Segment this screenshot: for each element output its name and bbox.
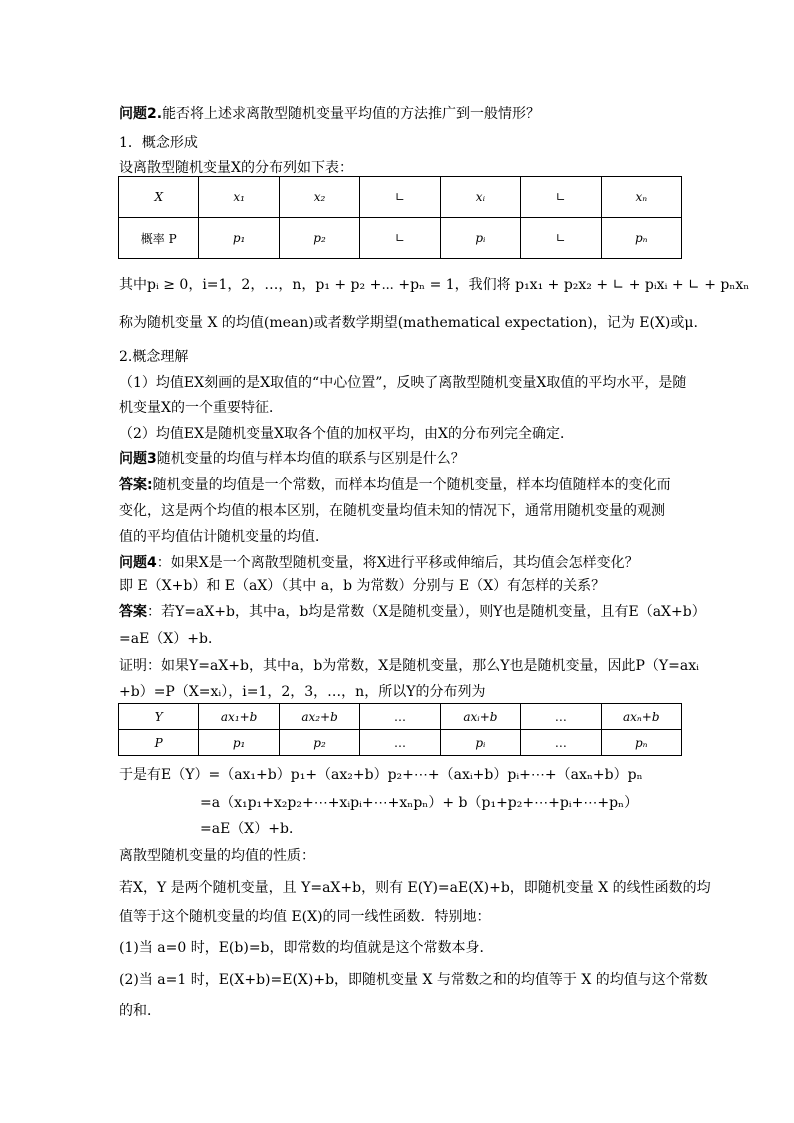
- question-4-line-2: 即 E（X+b）和 E（aX）（其中 a，b 为常数）分别与 E（X）有怎样的关系？: [119, 578, 606, 594]
- table-cell: ax₂+b: [279, 704, 359, 730]
- answer-3-label: 答案:: [119, 477, 153, 493]
- derivation-line-2: =a（x₁p₁+x₂p₂+⋯+xᵢpᵢ+⋯+xₙpₙ）+ b（p₁+p₂+⋯+pᵢ+⋯+pₙ）: [200, 795, 639, 811]
- section-1-intro: 设离散型随机变量X的分布列如下表：: [119, 160, 353, 176]
- answer-4-line-2: =aE（X）+b．: [119, 631, 222, 647]
- answer-3-text: 随机变量的均值是一个常数，而样本均值是一个随机变量，样本均值随样本的变化而: [152, 477, 671, 493]
- table-cell: ∟: [360, 177, 440, 218]
- proof-line-1: 证明：如果Y=aX+b，其中a，b为常数，X是随机变量，那么Y也是随机变量，因此P（Y=axᵢ: [119, 658, 699, 674]
- table-cell: …: [521, 730, 601, 756]
- table-row: [119, 218, 682, 259]
- table-cell: p₂: [279, 218, 359, 259]
- question-3-text: 随机变量的均值与样本均值的联系与区别是什么？: [156, 451, 465, 467]
- question-3: [119, 448, 465, 468]
- question-2-label: 问题2.: [119, 106, 163, 122]
- table-cell: ∟: [521, 177, 601, 218]
- distribution-table-y: [118, 703, 682, 756]
- proof-line-2: +b）=P（X=xᵢ），i=1，2，3，…，n，所以Y的分布列为: [119, 684, 486, 700]
- property-line-1: 若X，Y 是两个随机变量，且 Y=aX+b，则有 E(Y)=aE(X)+b，即随机变量 X 的线性函数的均: [119, 880, 711, 896]
- table-cell: ax₁+b: [199, 704, 279, 730]
- understanding-1-line-1: （1）均值EX刻画的是X取值的“中心位置”，反映了离散型随机变量X取值的平均水平，是随: [119, 375, 687, 391]
- property-case-1: (1)当 a=0 时，E(b)=b，即常数的均值就是这个常数本身．: [119, 940, 494, 956]
- table-cell: x₁: [199, 177, 279, 218]
- question-2: [119, 103, 540, 123]
- property-title: 离散型随机变量的均值的性质：: [119, 848, 315, 864]
- table-cell: p₁: [199, 730, 279, 756]
- table-cell: pₙ: [601, 218, 681, 259]
- condition-line: 其中pᵢ ≥ 0，i=1，2，…，n，p₁ + p₂ +⋯ +pₙ = 1，我们将 p₁x₁ + p₂x₂ + ∟ + pᵢxᵢ + ∟ + pₙxₙ: [119, 277, 750, 293]
- table-cell: p₁: [199, 218, 279, 259]
- table-cell: …: [521, 704, 601, 730]
- table-cell: pᵢ: [440, 218, 520, 259]
- table-cell: axᵢ+b: [440, 704, 520, 730]
- derivation-line-1: 于是有E（Y）=（ax₁+b）p₁+（ax₂+b）p₂+⋯+（axᵢ+b）pᵢ+⋯+（axₙ+b）pₙ: [119, 767, 643, 783]
- table-cell: X: [119, 177, 199, 218]
- answer-4-label: 答案: [119, 604, 147, 620]
- property-line-2: 值等于这个随机变量的均值 E(X)的同一线性函数．特别地：: [119, 909, 491, 925]
- understanding-2: （2）均值EX是随机变量X取各个值的加权平均，由X的分布列完全确定．: [119, 426, 575, 442]
- definition-line: 称为随机变量 X 的均值(mean)或者数学期望(mathematical expectation)，记为 E(X)或μ.: [119, 315, 698, 331]
- property-case-2-line-1: (2)当 a=1 时，E(X+b)=E(X)+b，即随机变量 X 与常数之和的均值等于 X 的均值与这个常数: [119, 972, 708, 988]
- answer-4-line-1: [119, 601, 706, 621]
- question-3-label: 问题3: [119, 451, 157, 467]
- table-cell: Y: [119, 704, 199, 730]
- answer-3-line-1: [119, 474, 671, 494]
- table-cell: 概率 P: [119, 218, 199, 259]
- understanding-1-line-2: 机变量X的一个重要特征．: [119, 400, 283, 416]
- table-row: [119, 704, 682, 730]
- table-cell: axₙ+b: [601, 704, 681, 730]
- table-cell: x₂: [279, 177, 359, 218]
- table-row: [119, 177, 682, 218]
- table-row: [119, 730, 682, 756]
- table-cell: P: [119, 730, 199, 756]
- answer-3-line-3: 值的平均值估计随机变量的均值．: [119, 529, 329, 545]
- table-cell: xₙ: [601, 177, 681, 218]
- section-2-heading: 2.概念理解: [119, 349, 189, 365]
- table-cell: ∟: [360, 218, 440, 259]
- section-1-heading: 1．概念形成: [119, 135, 198, 151]
- table-cell: …: [360, 704, 440, 730]
- table-cell: xᵢ: [440, 177, 520, 218]
- table-cell: pₙ: [601, 730, 681, 756]
- derivation-line-3: =aE（X）+b．: [200, 821, 303, 837]
- question-4-label: 问题4: [119, 555, 157, 571]
- question-2-text: 能否将上述求离散型随机变量平均值的方法推广到一般情形？: [162, 106, 541, 122]
- distribution-table-x: [118, 176, 682, 259]
- answer-3-line-2: 变化，这是两个均值的根本区别，在随机变量均值未知的情况下，通常用随机变量的观测: [119, 503, 665, 519]
- question-4-text: ：如果X是一个离散型随机变量，将X进行平移或伸缩后，其均值会怎样变化？: [156, 555, 639, 571]
- answer-4-text: ：若Y=aX+b，其中a，b均是常数（X是随机变量），则Y也是随机变量，且有E（aX+b）: [147, 604, 706, 620]
- table-cell: pᵢ: [440, 730, 520, 756]
- table-cell: p₂: [279, 730, 359, 756]
- property-case-2-line-2: 的和．: [119, 1003, 161, 1019]
- question-4: [119, 552, 639, 572]
- table-cell: …: [360, 730, 440, 756]
- table-cell: ∟: [521, 218, 601, 259]
